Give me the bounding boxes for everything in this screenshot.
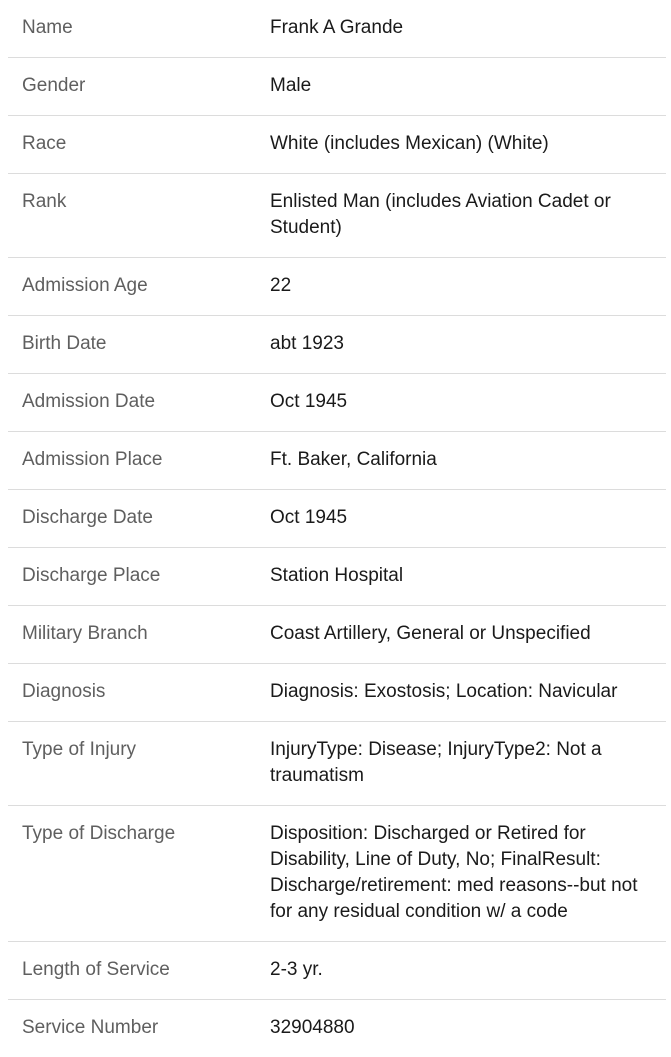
- row-label: Service Number: [8, 1000, 270, 1057]
- row-type-of-injury: [8, 722, 666, 806]
- row-label: Admission Age: [8, 258, 270, 316]
- record-details-table: [8, 0, 666, 1057]
- row-label: Discharge Date: [8, 490, 270, 548]
- row-label: Birth Date: [8, 316, 270, 374]
- row-label: Military Branch: [8, 606, 270, 664]
- row-value: Station Hospital: [270, 548, 666, 606]
- row-service-number: [8, 1000, 666, 1057]
- row-value: Ft. Baker, California: [270, 432, 666, 490]
- row-birth-date: [8, 316, 666, 374]
- row-label: Type of Injury: [8, 722, 270, 806]
- row-value: 2-3 yr.: [270, 942, 666, 1000]
- row-admission-date: [8, 374, 666, 432]
- row-value: Oct 1945: [270, 374, 666, 432]
- row-type-of-discharge: [8, 806, 666, 942]
- row-label: Admission Date: [8, 374, 270, 432]
- row-value: Coast Artillery, General or Unspecified: [270, 606, 666, 664]
- row-value: Diagnosis: Exostosis; Location: Navicular: [270, 664, 666, 722]
- row-label: Type of Discharge: [8, 806, 270, 942]
- row-label: Discharge Place: [8, 548, 270, 606]
- row-label: Race: [8, 116, 270, 174]
- row-admission-age: [8, 258, 666, 316]
- row-value: White (includes Mexican) (White): [270, 116, 666, 174]
- row-label: Length of Service: [8, 942, 270, 1000]
- row-gender: [8, 58, 666, 116]
- row-length-of-service: [8, 942, 666, 1000]
- row-military-branch: [8, 606, 666, 664]
- row-discharge-place: [8, 548, 666, 606]
- row-value: InjuryType: Disease; InjuryType2: Not a traumatism: [270, 722, 666, 806]
- row-name: [8, 0, 666, 58]
- row-label: Admission Place: [8, 432, 270, 490]
- row-label: Name: [8, 0, 270, 58]
- row-value: Enlisted Man (includes Aviation Cadet or Student): [270, 174, 666, 258]
- row-label: Diagnosis: [8, 664, 270, 722]
- row-admission-place: [8, 432, 666, 490]
- row-value: Oct 1945: [270, 490, 666, 548]
- row-race: [8, 116, 666, 174]
- row-label: Gender: [8, 58, 270, 116]
- row-value: abt 1923: [270, 316, 666, 374]
- row-value: 32904880: [270, 1000, 666, 1057]
- row-value: 22: [270, 258, 666, 316]
- row-value: Male: [270, 58, 666, 116]
- row-diagnosis: [8, 664, 666, 722]
- row-rank: [8, 174, 666, 258]
- row-value: Frank A Grande: [270, 0, 666, 58]
- row-label: Rank: [8, 174, 270, 258]
- row-value: Disposition: Discharged or Retired for Disability, Line of Duty, No; FinalResult: Discharge/retirement: med reasons--but not for any residual condition w/ a code: [270, 806, 666, 942]
- row-discharge-date: [8, 490, 666, 548]
